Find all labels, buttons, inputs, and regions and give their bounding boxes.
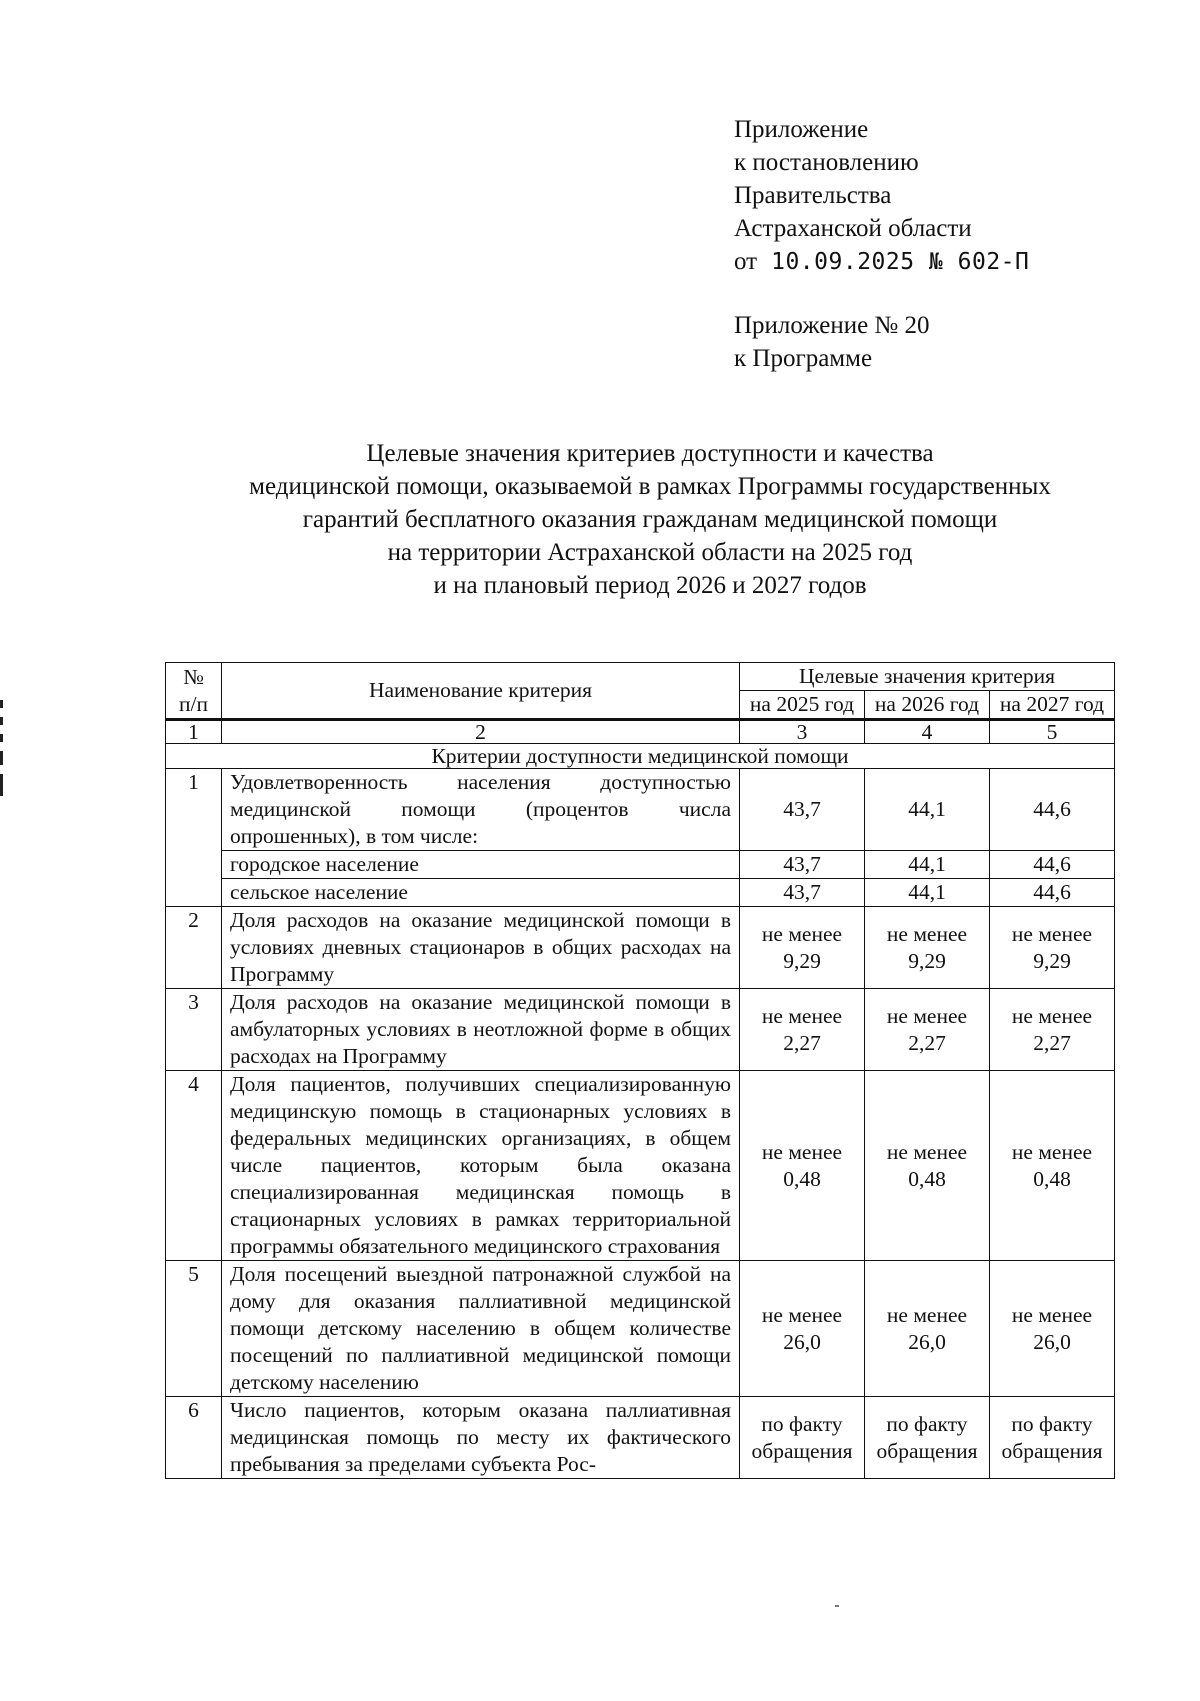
criteria-table <box>165 662 1115 1479</box>
row-value-2026: не менее 26,0 <box>865 1261 990 1397</box>
colnum: 2 <box>222 720 740 744</box>
row-num: 3 <box>166 989 222 1071</box>
row-value-2025: не менее 9,29 <box>740 907 865 989</box>
colnum: 3 <box>740 720 865 744</box>
row-num: 2 <box>166 907 222 989</box>
row-value-2026: не менее 0,48 <box>865 1071 990 1261</box>
row-value-2026: 44,1 <box>865 769 990 851</box>
title-line: и на плановый период 2026 и 2027 годов <box>433 572 867 599</box>
row-value-2026: 44,1 <box>865 851 990 879</box>
row-value-2027: 44,6 <box>990 851 1115 879</box>
appendix-line: Приложение <box>734 116 869 143</box>
appendix-line: Правительства <box>734 182 892 209</box>
row-name: Число пациентов, которым оказана паллиативная медицинская помощь по месту их фактического пребывания за пределами субъекта Рос- <box>222 1397 740 1479</box>
appendix2-line: к Программе <box>734 345 873 372</box>
row-value-2026: не менее 9,29 <box>865 907 990 989</box>
row-value-2025: не менее 26,0 <box>740 1261 865 1397</box>
row-value-2027: 44,6 <box>990 769 1115 851</box>
row-value-2025: 43,7 <box>740 879 865 907</box>
section-row <box>166 744 1115 769</box>
row-value-2027: не менее 2,27 <box>990 989 1115 1071</box>
row-name: сельское население <box>222 879 740 907</box>
document-title <box>160 437 1140 602</box>
title-line: медицинской помощи, оказываемой в рамках Программы государственных <box>249 473 1051 500</box>
colnum: 4 <box>865 720 990 744</box>
row-value-2025: не менее 2,27 <box>740 989 865 1071</box>
row-value-2025: не менее 0,48 <box>740 1071 865 1261</box>
row-value-2026: 44,1 <box>865 879 990 907</box>
header-year-2025: на 2025 год <box>740 691 865 720</box>
table-header-row <box>166 663 1115 691</box>
header-year-2026: на 2026 год <box>865 691 990 720</box>
program-appendix-header <box>734 309 930 375</box>
row-value-2027: не менее 9,29 <box>990 907 1115 989</box>
row-name: Доля расходов на оказание медицинской помощи в условиях дневных стационаров в общих расходах на Программу <box>222 907 740 989</box>
decree-date-number: 10.09.2025 № 602-П <box>771 249 1030 275</box>
colnum: 5 <box>990 720 1115 744</box>
title-line: гарантий бесплатного оказания гражданам медицинской помощи <box>302 506 998 533</box>
row-name: Доля расходов на оказание медицинской помощи в амбулаторных условиях в неотложной форме в общих расходах на Программу <box>222 989 740 1071</box>
table-row <box>166 907 1115 989</box>
row-name: городское население <box>222 851 740 879</box>
row-value-2025: 43,7 <box>740 769 865 851</box>
appendix-header <box>734 113 1029 279</box>
title-line: на территории Астраханской области на 2025 год <box>387 539 913 566</box>
table-row <box>166 879 1115 907</box>
appendix2-line: Приложение № 20 <box>734 312 930 339</box>
row-num: 4 <box>166 1071 222 1261</box>
row-name: Доля посещений выездной патронажной службой на дому для оказания паллиативной медицинской помощи детскому населению в общем количестве посещений по паллиативной медицинской помощи детскому населению <box>222 1261 740 1397</box>
header-num: № п/п <box>166 663 222 720</box>
row-value-2026: по факту обращения <box>865 1397 990 1479</box>
table-row <box>166 851 1115 879</box>
row-value-2027: по факту обращения <box>990 1397 1115 1479</box>
header-target-values: Целевые значения критерия <box>740 663 1115 691</box>
row-value-2025: 43,7 <box>740 851 865 879</box>
header-year-2027: на 2027 год <box>990 691 1115 720</box>
appendix-line: к постановлению <box>734 149 919 176</box>
row-value-2027: не менее 0,48 <box>990 1071 1115 1261</box>
scan-speck <box>835 1605 839 1607</box>
row-num: 1 <box>166 769 222 907</box>
table-row <box>166 1397 1115 1479</box>
colnum: 1 <box>166 720 222 744</box>
appendix-line: Астраханской области <box>734 215 972 242</box>
table-row <box>166 1071 1115 1261</box>
header-name: Наименование критерия <box>222 663 740 720</box>
column-numbers-row <box>166 720 1115 744</box>
table-row <box>166 1261 1115 1397</box>
row-value-2026: не менее 2,27 <box>865 989 990 1071</box>
row-num: 5 <box>166 1261 222 1397</box>
row-num: 6 <box>166 1397 222 1479</box>
table-row <box>166 769 1115 851</box>
row-name: Удовлетворенность населения доступностью медицинской помощи (процентов числа опрошенных), в том числе: <box>222 769 740 851</box>
appendix-date-line <box>734 245 1029 279</box>
row-value-2025: по факту обращения <box>740 1397 865 1479</box>
scan-margin-marks <box>0 700 6 805</box>
row-value-2027: 44,6 <box>990 879 1115 907</box>
row-name: Доля пациентов, получивших специализированную медицинскую помощь в стационарных условиях в федеральных медицинских организациях, в общем числе пациентов, которым была оказана специализированная медицинская помощь в стационарных условиях в рамках территориальной программы обязательного медицинского страхования <box>222 1071 740 1261</box>
row-value-2027: не менее 26,0 <box>990 1261 1115 1397</box>
table-row <box>166 989 1115 1071</box>
section-title: Критерии доступности медицинской помощи <box>166 744 1115 769</box>
date-prefix: от <box>734 248 758 275</box>
title-line: Целевые значения критериев доступности и качества <box>366 440 934 467</box>
